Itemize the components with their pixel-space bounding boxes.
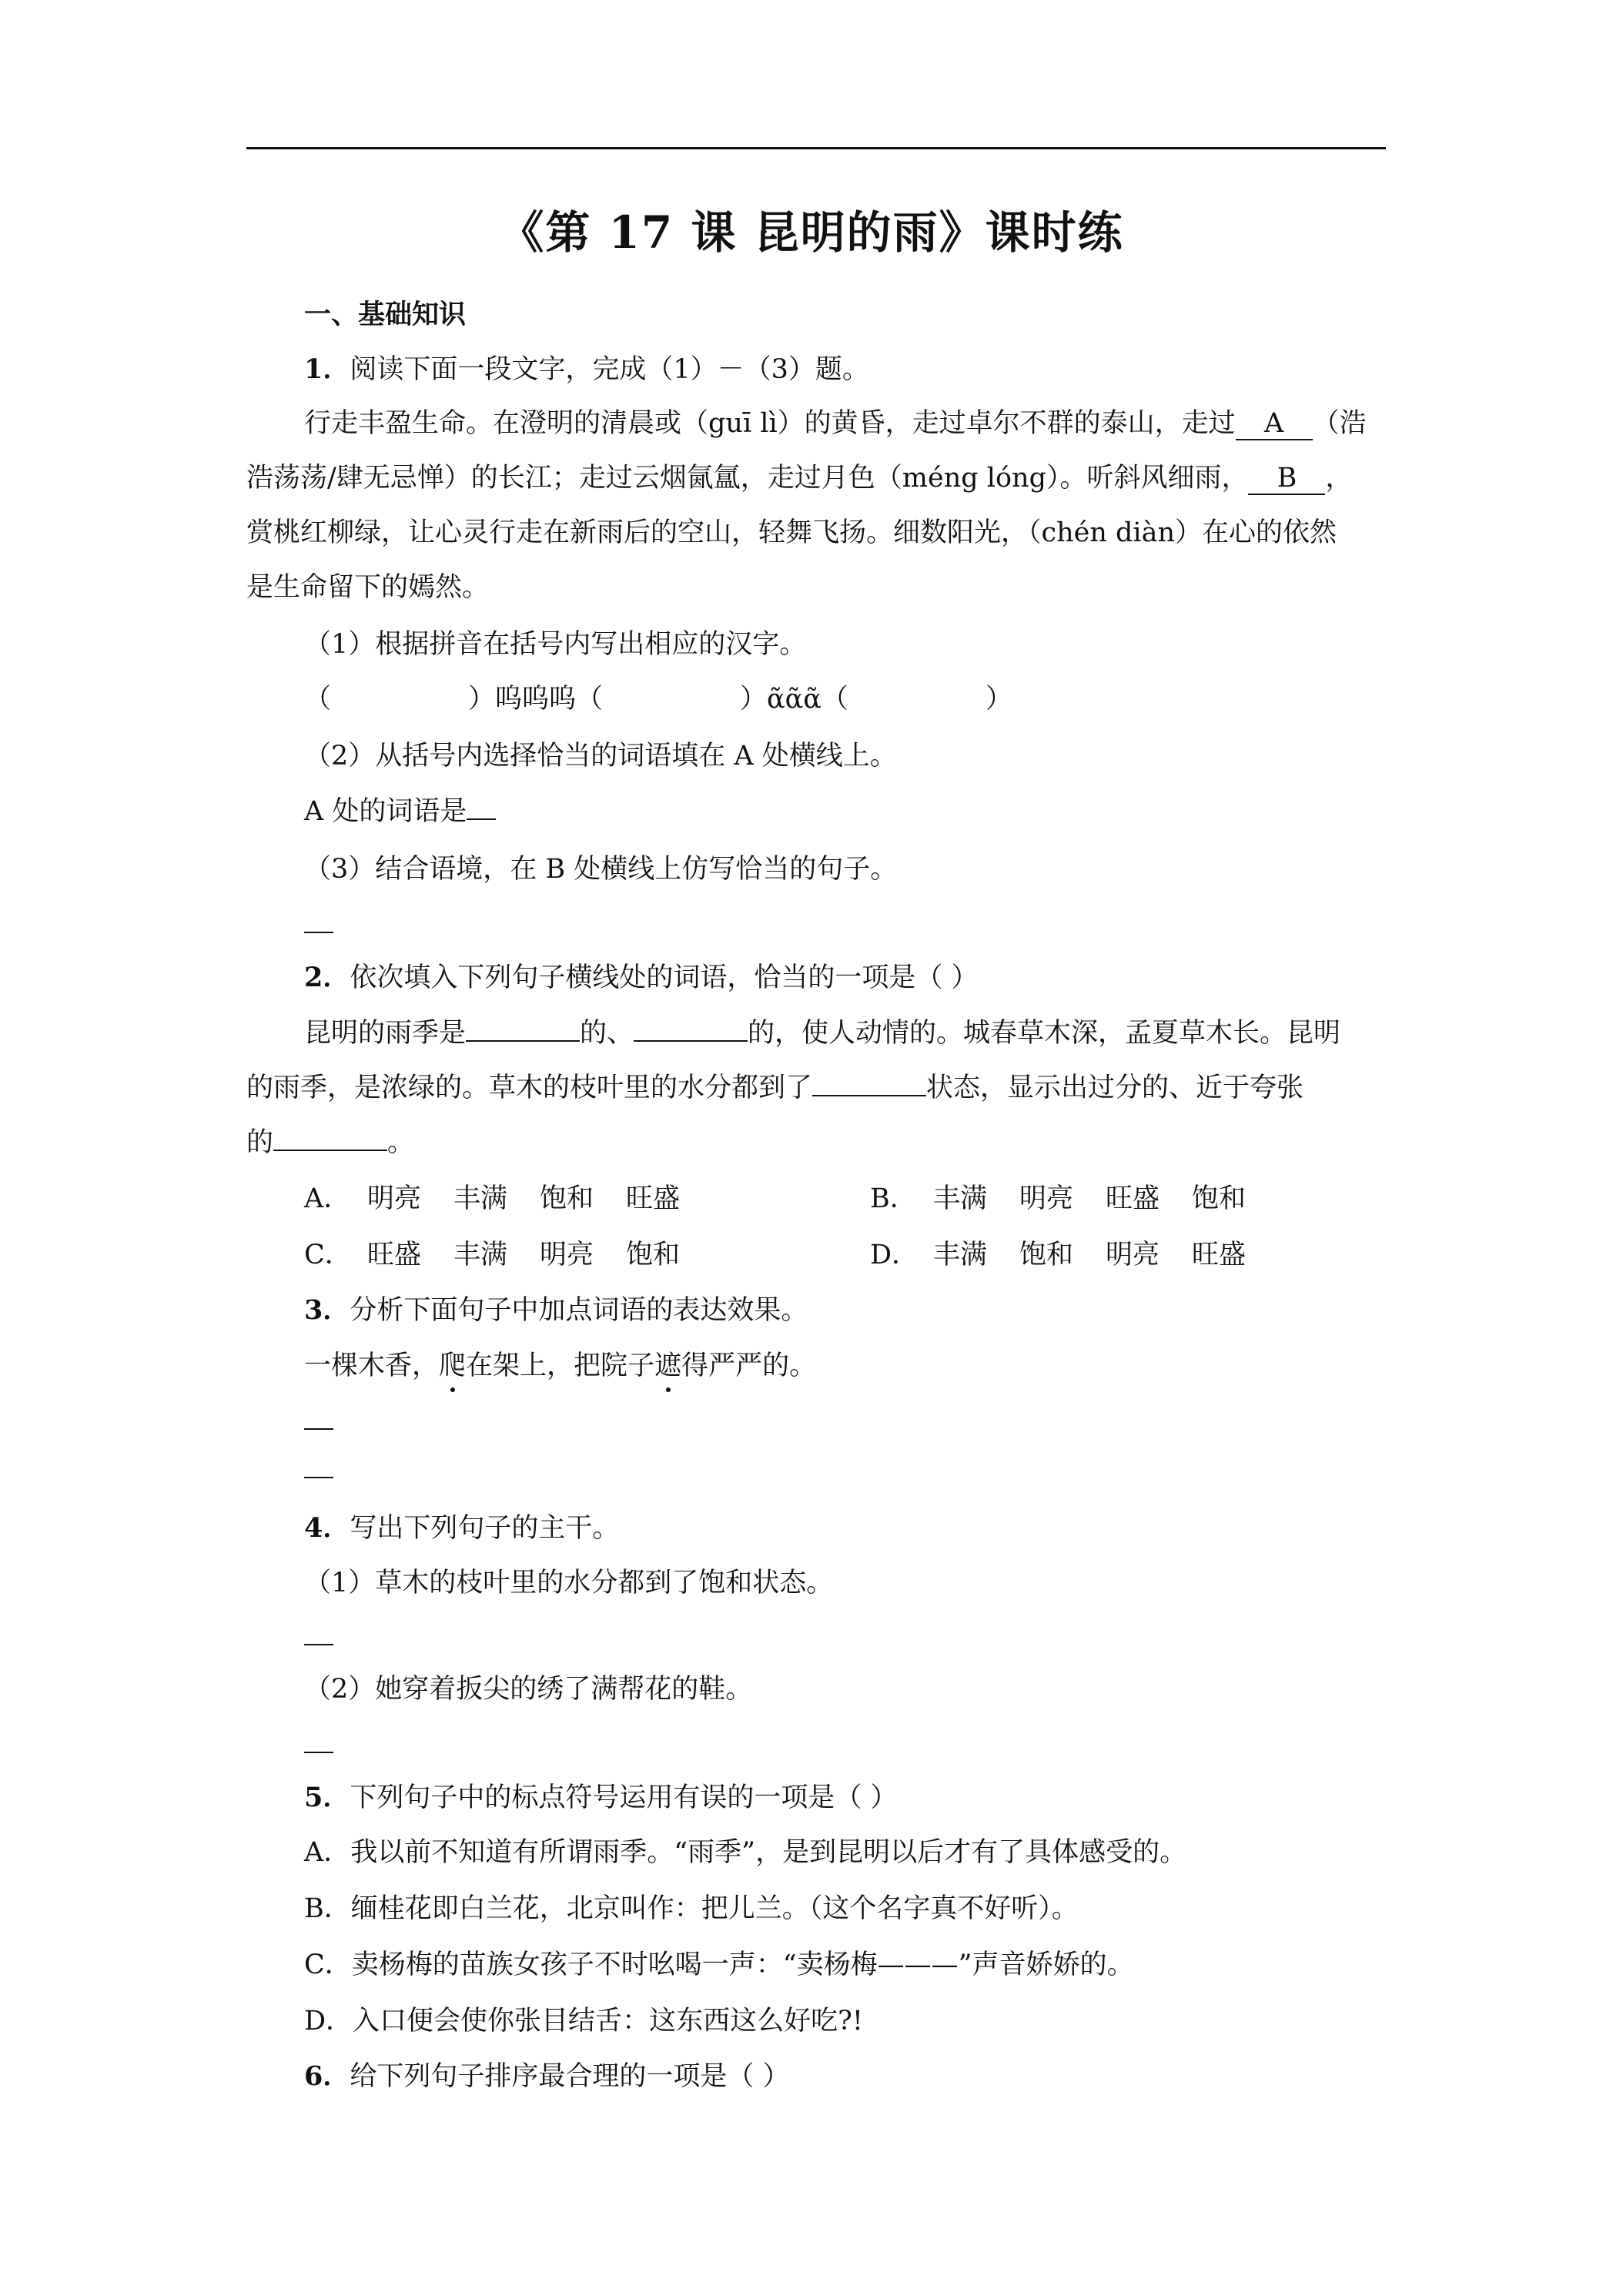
passage-line	[304, 405, 1367, 442]
sub-question-3: （3）结合语境，在 B 处横线上仿写恰当的句子。	[304, 854, 898, 885]
fill-blank	[466, 1040, 580, 1042]
dotted-word: 遮	[654, 1347, 681, 1384]
text: 的	[246, 1127, 274, 1158]
answer-blank	[304, 1729, 333, 1753]
option-word: 旺盛	[1192, 1240, 1247, 1270]
text: 的、	[580, 1018, 634, 1049]
paren-text: ）	[985, 684, 1012, 715]
passage-line: 是生命留下的嫣然。	[246, 572, 490, 603]
paren-text: （	[304, 684, 332, 715]
sub-question-1-answer	[304, 681, 1012, 718]
question-2-text	[246, 1124, 414, 1161]
sub-question-2-answer	[304, 793, 496, 830]
answer-blank	[467, 795, 496, 820]
question-text: 分析下面句子中加点词语的表达效果。	[350, 1295, 808, 1326]
question-1-stem	[304, 351, 869, 388]
text: 一棵木香，	[304, 1350, 440, 1381]
passage-text: ，	[1325, 463, 1353, 494]
text: 状态，显示出过分的、近于夸张	[926, 1073, 1304, 1103]
paren-text: ）呜呜呜（	[468, 684, 604, 715]
answer-blank	[304, 1405, 333, 1430]
text: 。	[387, 1127, 415, 1158]
dotted-word: 爬	[439, 1347, 466, 1384]
question-number: 3．	[304, 1294, 350, 1326]
question-number: 6．	[304, 2060, 350, 2092]
question-text: 阅读下面一段文字，完成（1）－（3）题。	[350, 354, 869, 385]
option-word: 丰满	[453, 1240, 508, 1270]
answer-blank	[304, 1454, 333, 1478]
question-4-sub-2: （2）她穿着扳尖的绣了满帮花的鞋。	[304, 1674, 753, 1705]
passage-text: 行走丰盈生命。在澄明的清晨或（guī lì）的黄昏，走过卓尔不群的泰山，走过	[304, 408, 1236, 439]
question-text: 写出下列句子的主干。	[350, 1513, 620, 1544]
question-number: 1．	[304, 353, 350, 385]
answer-blank	[304, 909, 333, 933]
paren-text: ）ᾶᾶᾶ（	[740, 684, 848, 715]
option-label: B．	[870, 1183, 917, 1214]
text: 昆明的雨季是	[304, 1018, 467, 1049]
option-b	[870, 1180, 1278, 1217]
option-a	[304, 1180, 712, 1217]
answer-blank-line	[304, 1403, 333, 1440]
passage-text: 浩荡荡/肆无忌惮）的长江；走过云烟氤氲，走过月色（méng lóng）。听斜风细雨，	[246, 463, 1249, 494]
option-word: 饱和	[540, 1183, 594, 1214]
passage-line	[246, 460, 1353, 497]
question-6-stem	[304, 2058, 790, 2095]
blank-b: B	[1248, 463, 1325, 495]
option-d	[870, 1237, 1278, 1274]
option-word: 旺盛	[367, 1240, 422, 1270]
option-word: 丰满	[933, 1183, 988, 1214]
answer-prompt: A 处的词语是	[304, 796, 467, 827]
answer-blank-line	[304, 1726, 333, 1763]
section-heading: 一、基础知识	[304, 299, 467, 330]
question-2-stem	[304, 959, 979, 996]
option-word: 明亮	[1019, 1183, 1074, 1214]
option-word: 旺盛	[1106, 1183, 1160, 1214]
header-rule	[246, 147, 1386, 149]
option-word: 明亮	[367, 1183, 422, 1214]
fill-blank	[273, 1150, 387, 1151]
question-2-text	[304, 1015, 1340, 1052]
option-word: 丰满	[933, 1240, 988, 1270]
question-number: 4．	[304, 1512, 350, 1544]
fill-blank	[634, 1040, 748, 1042]
question-4-stem	[304, 1510, 619, 1547]
option-word: 饱和	[1192, 1183, 1247, 1214]
blank-a: A	[1236, 408, 1313, 440]
option-word: 饱和	[626, 1240, 681, 1270]
page-title: 《第 17 课 昆明的雨》课时练	[499, 206, 1124, 259]
question-text: 下列句子中的标点符号运用有误的一项是（ ）	[350, 1782, 898, 1813]
text: 的雨季，是浓绿的。草木的枝叶里的水分都到了	[246, 1073, 813, 1103]
option-c	[304, 1237, 712, 1274]
passage-text: （浩	[1312, 408, 1367, 439]
question-5-option-d: D．入口便会使你张目结舌：这东西这么好吃?!	[304, 2006, 863, 2037]
option-label: A．	[304, 1183, 351, 1214]
answer-blank-line	[304, 906, 333, 943]
sub-question-1: （1）根据拼音在括号内写出相应的汉字。	[304, 629, 807, 660]
question-3-sentence	[304, 1347, 816, 1384]
option-word: 明亮	[540, 1240, 594, 1270]
question-5-option-a: A．我以前不知道有所谓雨季。“雨季”，是到昆明以后才有了具体感受的。	[304, 1837, 1187, 1868]
option-word: 明亮	[1106, 1240, 1160, 1270]
question-3-stem	[304, 1292, 808, 1329]
option-word: 丰满	[453, 1183, 508, 1214]
passage-line: 赏桃红柳绿，让心灵行走在新雨后的空山，轻舞飞扬。细数阳光，（chén diàn）在心的依然	[246, 517, 1337, 548]
fill-blank	[812, 1095, 926, 1096]
question-5-stem	[304, 1779, 898, 1816]
text: 得严严的。	[681, 1350, 817, 1381]
option-word: 饱和	[1019, 1240, 1074, 1270]
question-number: 2．	[304, 962, 350, 993]
question-number: 5．	[304, 1782, 350, 1813]
question-5-option-b: B．缅桂花即白兰花，北京叫作：把儿兰。（这个名字真不好听）。	[304, 1893, 1079, 1924]
option-label: D．	[870, 1240, 919, 1270]
text: 的，使人动情的。城春草木深，孟夏草木长。昆明	[748, 1018, 1341, 1049]
answer-blank-line	[304, 1618, 333, 1655]
question-5-option-c: C．卖杨梅的苗族女孩子不时吆喝一声：“卖杨梅———”声音娇娇的。	[304, 1950, 1134, 1980]
answer-blank-line	[304, 1451, 333, 1488]
option-word: 旺盛	[626, 1183, 681, 1214]
question-text: 给下列句子排序最合理的一项是（ ）	[350, 2061, 790, 2092]
answer-blank	[304, 1621, 333, 1645]
question-2-text	[246, 1069, 1303, 1106]
text: 在架上，把院子	[466, 1350, 655, 1381]
sub-question-2: （2）从括号内选择恰当的词语填在 A 处横线上。	[304, 741, 897, 771]
question-text: 依次填入下列句子横线处的词语，恰当的一项是（ ）	[350, 962, 979, 993]
option-label: C．	[304, 1240, 352, 1270]
question-4-sub-1: （1）草木的枝叶里的水分都到了饱和状态。	[304, 1568, 834, 1598]
